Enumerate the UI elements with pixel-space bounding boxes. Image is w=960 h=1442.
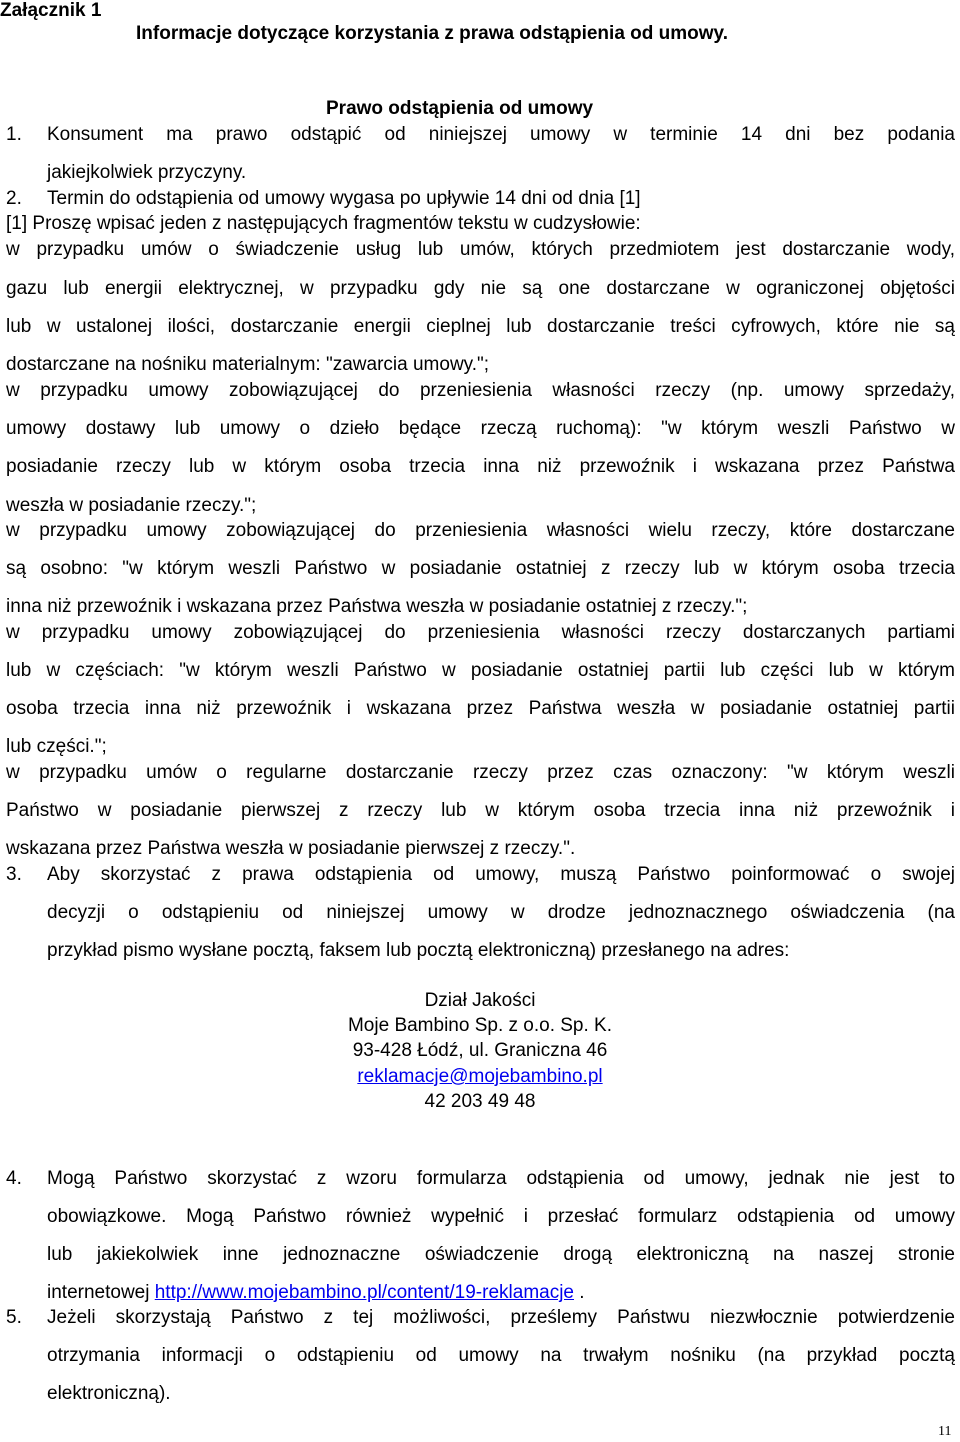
option-2-line-3: posiadanie rzeczy lub w którym osoba trzecia inna niż przewoźnik i wskazana przez Państwa — [6, 456, 955, 477]
point-1-number: 1. — [6, 124, 22, 145]
option-3-line-3: inna niż przewoźnik i wskazana przez Państwa weszła w posiadanie ostatniej z rzeczy."; — [6, 596, 748, 617]
point-1-line-2: jakiejkolwiek przyczyny. — [47, 162, 247, 183]
option-3-line-1: w przypadku umowy zobowiązującej do przeniesienia własności wielu rzeczy, które dostarczane — [6, 520, 955, 541]
annex-label: Załącznik 1 — [0, 0, 102, 21]
reklamacje-link[interactable]: http://www.mojebambino.pl/content/19-reklamacje — [154, 1282, 574, 1303]
point-3-line-2: decyzji o odstąpieniu od niniejszej umowy w drodze jednoznacznego oświadczenia (na — [47, 902, 955, 923]
option-1-line-1: w przypadku umów o świadczenie usług lub umów, których przedmiotem jest dostarczanie wody, — [6, 239, 955, 260]
option-4-line-4: lub części."; — [6, 736, 107, 757]
point-1-line-1: Konsument ma prawo odstąpić od niniejszej umowy w terminie 14 dni bez podania — [47, 124, 955, 145]
option-1-line-4: dostarczane na nośniku materialnym: "zawarcia umowy."; — [6, 354, 490, 375]
page-number: 11 — [938, 1424, 952, 1439]
option-3-line-2: są osobno: "w którym weszli Państwo w posiadanie ostatniej z rzeczy lub w którym osoba trzecia — [6, 558, 955, 579]
address-street: 93-428 Łódź, ul. Graniczna 46 — [352, 1040, 608, 1061]
point-5-line-2: otrzymania informacji o odstąpieniu od umowy na trwałym nośniku (na przykład pocztą — [47, 1345, 955, 1366]
point-3-line-1: Aby skorzystać z prawa odstąpienia od umowy, muszą Państwo poinformować o swojej — [47, 864, 955, 885]
option-4-line-3: osoba trzecia inna niż przewoźnik i wskazana przez Państwa weszła w posiadanie ostatniej partii — [6, 698, 955, 719]
point-2-line: Termin do odstąpienia od umowy wygasa po upływie 14 dni od dnia [1] — [47, 188, 641, 209]
point-5-line-3: elektroniczną). — [47, 1383, 171, 1404]
point-3-line-3: przykład pismo wysłane pocztą, faksem lub pocztą elektroniczną) przesłanego na adres: — [47, 940, 790, 961]
option-5-line-2: Państwo w posiadanie pierwszej z rzeczy lub w którym osoba trzecia inna niż przewoźnik i — [6, 800, 955, 821]
point-4-line-4 — [47, 1282, 585, 1304]
option-2-line-1: w przypadku umowy zobowiązującej do przeniesienia własności rzeczy (np. umowy sprzedaży, — [6, 380, 955, 401]
point-4-line-1: Mogą Państwo skorzystać z wzoru formularza odstąpienia od umowy, jednak nie jest to — [47, 1168, 955, 1189]
email-link[interactable]: reklamacje@mojebambino.pl — [357, 1066, 603, 1087]
point-4-number: 4. — [6, 1168, 22, 1189]
point-5-line-1: Jeżeli skorzystają Państwo z tej możliwości, prześlemy Państwu niezwłocznie potwierdzenie — [47, 1307, 955, 1328]
point-4-prefix: internetowej — [47, 1282, 150, 1303]
option-4-line-2: lub w częściach: "w którym weszli Państwo w posiadanie ostatniej partii lub części lub w którym — [6, 660, 955, 681]
option-1-line-2: gazu lub energii elektrycznej, w przypadku gdy nie są one dostarczane w ograniczonej objętości — [6, 278, 955, 299]
point-4-line-2: obowiązkowe. Mogą Państwo również wypełnić i przesłać formularz odstąpienia od umowy — [47, 1206, 955, 1227]
footnote-intro: [1] Proszę wpisać jeden z następujących fragmentów tekstu w cudzysłowie: — [6, 213, 641, 234]
option-5-line-1: w przypadku umów o regularne dostarczanie rzeczy przez czas oznaczony: "w którym weszli — [6, 762, 955, 783]
point-3-number: 3. — [6, 864, 22, 885]
address-department: Dział Jakości — [424, 990, 536, 1011]
address-phone: 42 203 49 48 — [424, 1091, 536, 1112]
option-1-line-3: lub w ustalonej ilości, dostarczanie energii cieplnej lub dostarczanie treści cyfrowych, które nie są — [6, 316, 955, 337]
point-4-suffix: . — [579, 1282, 585, 1303]
point-2-number: 2. — [6, 188, 22, 209]
option-5-line-3: wskazana przez Państwa weszła w posiadanie pierwszej z rzeczy.". — [6, 838, 576, 859]
option-2-line-2: umowy dostawy lub umowy o dzieło będące rzeczą ruchomą): "w którym weszli Państwo w — [6, 418, 955, 439]
document-title: Informacje dotyczące korzystania z prawa odstąpienia od umowy. — [136, 23, 728, 44]
option-4-line-1: w przypadku umowy zobowiązującej do przeniesienia własności rzeczy dostarczanych partiami — [6, 622, 955, 643]
point-5-number: 5. — [6, 1307, 22, 1328]
option-2-line-4: weszła w posiadanie rzeczy."; — [6, 495, 257, 516]
address-email-wrap — [330, 1066, 630, 1088]
section-title: Prawo odstąpienia od umowy — [326, 98, 594, 119]
point-4-line-3: lub jakiekolwiek inne jednoznaczne oświadczenie drogą elektroniczną na naszej stronie — [47, 1244, 955, 1265]
address-company: Moje Bambino Sp. z o.o. Sp. K. — [347, 1015, 613, 1036]
